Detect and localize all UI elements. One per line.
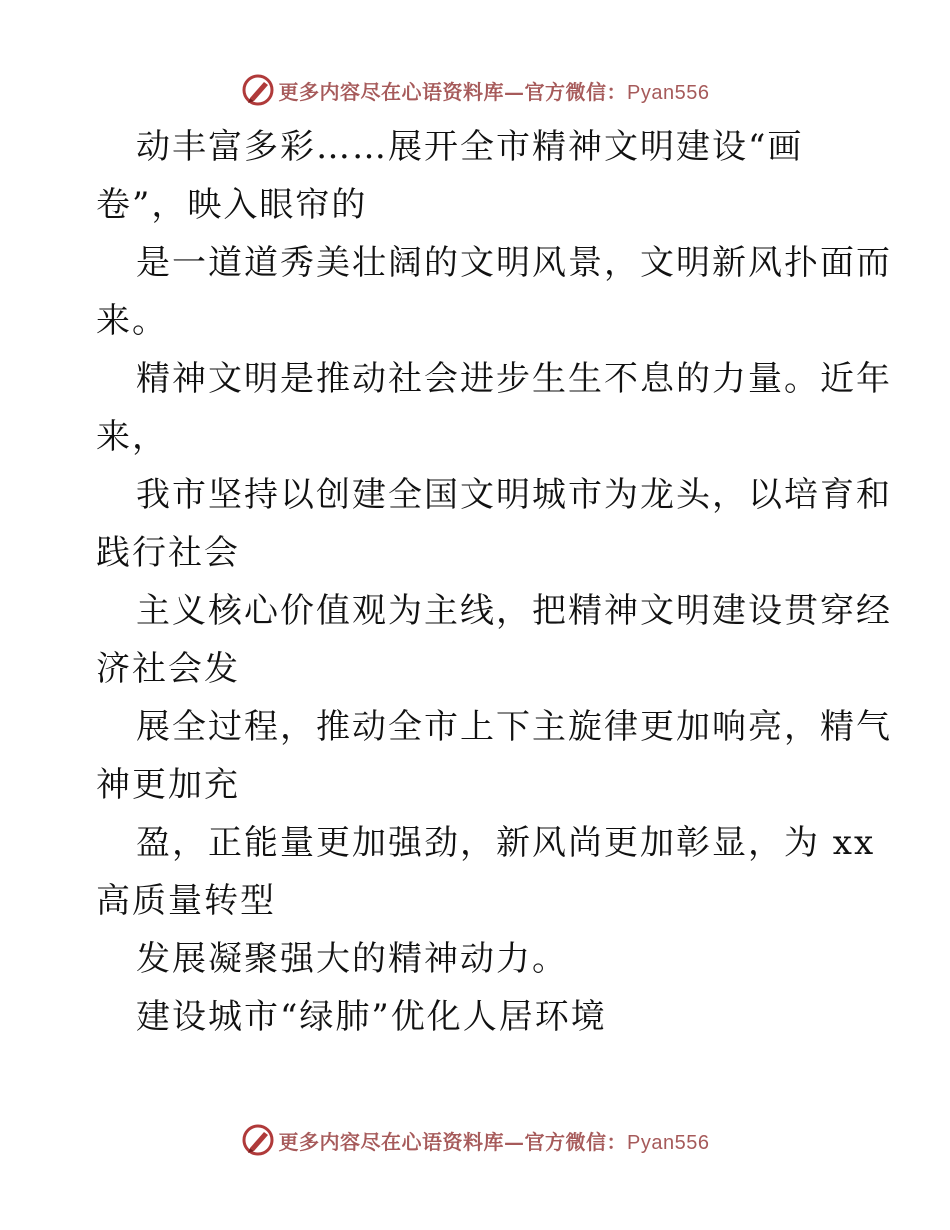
text-line: 展全过程，推动全市上下主旋律更加响亮，精气	[136, 707, 892, 747]
text-line: 来，	[96, 417, 168, 457]
text-line: 发展凝聚强大的精神动力。	[136, 939, 568, 979]
footer-banner	[0, 1120, 950, 1160]
text-line: 主义核心价值观为主线，把精神文明建设贯穿经	[136, 591, 892, 631]
red-pen-circle-logo-icon	[241, 73, 275, 107]
text-line: 是一道道秀美壮阔的文明风景，文明新风扑面而	[136, 243, 892, 283]
text-line: 盈，正能量更加强劲，新风尚更加彰显，为 xx	[136, 823, 876, 863]
header-banner	[0, 70, 950, 110]
text-line: 卷”，映入眼帘的	[96, 185, 368, 225]
footer-text-wechat-id: Pyan556	[627, 1131, 710, 1154]
footer-text	[279, 1126, 710, 1155]
section-heading: 建设城市“绿肺”优化人居环境	[136, 997, 607, 1037]
header-text-cn: 更多内容尽在心语资料库—官方微信：	[278, 79, 628, 104]
text-line: 来。	[96, 301, 168, 341]
text-line: 高质量转型	[96, 881, 276, 921]
header-text-wechat-id: Pyan556	[627, 81, 710, 104]
document-body	[96, 118, 892, 1046]
text-line: 践行社会	[96, 533, 240, 573]
text-line: 神更加充	[96, 765, 240, 805]
text-line: 精神文明是推动社会进步生生不息的力量。近年	[136, 359, 892, 399]
text-line: 动丰富多彩……展开全市精神文明建设“画	[136, 127, 804, 167]
header-text	[279, 76, 710, 105]
text-line: 我市坚持以创建全国文明城市为龙头，以培育和	[136, 475, 892, 515]
red-pen-circle-logo-icon	[241, 1123, 275, 1157]
footer-text-cn: 更多内容尽在心语资料库—官方微信：	[278, 1129, 628, 1154]
text-line: 济社会发	[96, 649, 240, 689]
